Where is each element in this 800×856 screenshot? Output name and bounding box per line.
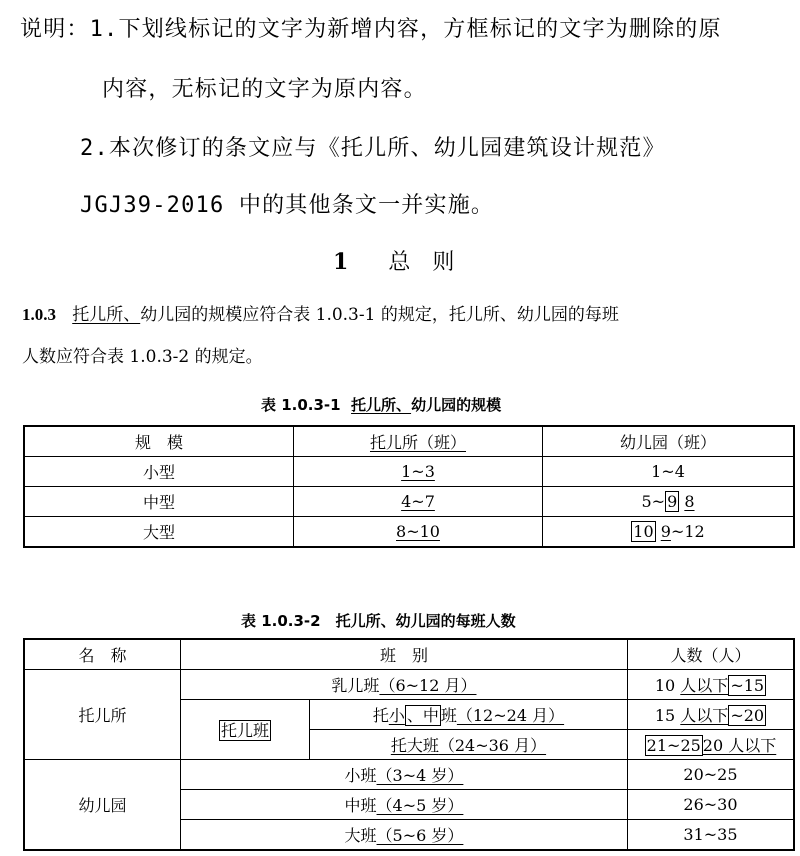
added-text: 20 人以下 <box>702 736 777 755</box>
deleted-text: ~15 <box>730 676 765 695</box>
header-scale: 规 模 <box>24 426 294 457</box>
table-header-row <box>24 639 794 670</box>
note-line-4: JGJ39-2016 中的其他条文一并实施。 <box>80 193 495 218</box>
clause-number: 1.0.3 <box>22 305 56 324</box>
chapter-title: 总 则 <box>388 250 455 275</box>
group-kindergarten: 幼儿园 <box>24 760 181 851</box>
group-nursery: 托儿所 <box>24 670 181 760</box>
table-row: 小型 1~3 1~4 <box>24 457 794 487</box>
table-row: 托儿班 托小 、中 班（12~24 月） 15 人以下 ~20 <box>24 700 794 730</box>
header-name: 名 称 <box>24 639 181 670</box>
table1-caption: 表 1.0.3-1 托儿所、幼儿园的规模 <box>261 396 502 414</box>
deleted-text: 10 <box>633 522 654 541</box>
table-row: 大班（5~6 岁） 31~35 <box>24 820 794 851</box>
deleted-text: 9 <box>667 492 678 511</box>
added-text: 托大班 <box>390 736 439 755</box>
clause-line-2: 人数应符合表 1.0.3-2 的规定。 <box>22 347 263 367</box>
added-text: （6~12 月） <box>379 676 477 695</box>
header-count: 人数（人） <box>627 639 794 670</box>
added-text: （12~24 月） <box>456 706 565 725</box>
added-text: 人以下 <box>680 676 729 695</box>
table-row: 中型 4~7 5~ 9 8 <box>24 487 794 517</box>
added-text: （24~36 月） <box>438 736 547 755</box>
added-text: （4~5 岁） <box>376 796 464 815</box>
table-row: 大型 8~10 10 9~12 <box>24 517 794 548</box>
table-row: 托儿所 乳儿班（6~12 月） 10 人以下 ~15 <box>24 670 794 700</box>
note-line-1: 说明：1.下划线标记的文字为新增内容，方框标记的文字为删除的原 <box>20 17 722 42</box>
added-text: （3~4 岁） <box>376 766 464 785</box>
table-scale <box>23 425 795 548</box>
deleted-text: 21~25 <box>646 736 701 755</box>
note-line-2: 内容，无标记的文字为原内容。 <box>102 77 427 102</box>
deleted-text: 托儿班 <box>220 721 269 740</box>
added-text: 托儿所、 <box>72 305 141 325</box>
header-class: 班 别 <box>181 639 628 670</box>
chapter-number: 1 <box>333 249 349 275</box>
header-nursery: 托儿所（班） <box>294 426 543 457</box>
clause-line-1: 1.0.3 托儿所、幼儿园的规模应符合表 1.0.3-1 的规定，托儿所、幼儿园的每班 <box>22 305 619 325</box>
table2-caption: 表 1.0.3-2 托儿所、幼儿园的每班人数 <box>241 612 516 630</box>
added-text: 8 <box>684 492 695 511</box>
added-text: 人以下 <box>680 706 729 725</box>
added-text: 托儿所、 <box>351 396 412 414</box>
standard-code: JGJ39-2016 <box>80 193 225 218</box>
added-text: 9 <box>660 522 671 541</box>
deleted-group-cell <box>181 700 310 760</box>
deleted-text: 、中 <box>406 706 439 725</box>
table-row: 中班（4~5 岁） 26~30 <box>24 790 794 820</box>
note-line-3: 2.本次修订的条文应与《托儿所、幼儿园建筑设计规范》 <box>80 136 666 161</box>
chapter-heading <box>333 245 454 276</box>
added-text: （5~6 岁） <box>376 826 464 845</box>
deleted-text: ~20 <box>730 706 765 725</box>
table-class-size <box>23 638 795 851</box>
table-header-row <box>24 426 794 457</box>
added-text: 小 <box>388 706 405 725</box>
table-row: 幼儿园 小班（3~4 岁） 20~25 <box>24 760 794 790</box>
header-kindergarten: 幼儿园（班） <box>543 426 795 457</box>
